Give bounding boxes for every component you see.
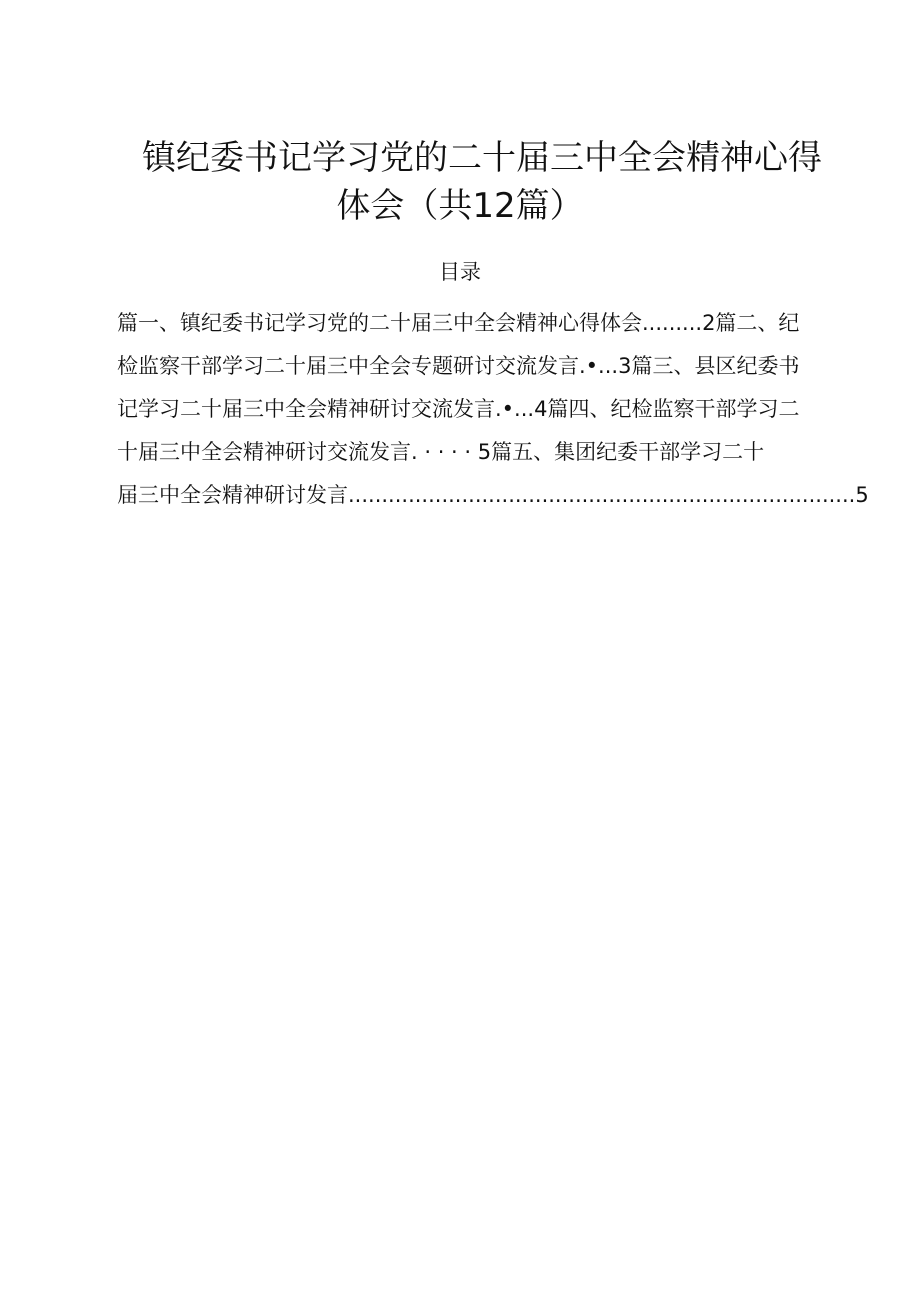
toc-line: 届三中全会精神研讨发言............................................................................5 [117, 483, 869, 507]
toc-line: 检监察干部学习二十届三中全会专题研讨交流发言.•...3篇三、县区纪委书 [117, 354, 800, 378]
toc-line: 十届三中全会精神研讨交流发言. · · · · 5篇五、集团纪委干部学习二十 [117, 440, 765, 464]
toc-line: 篇一、镇纪委书记学习党的二十届三中全会精神心得体会.........2篇二、纪 [117, 311, 800, 335]
document-title-line-2: 体会（共12篇） [336, 186, 584, 226]
toc-heading: 目录 [439, 260, 481, 284]
document-title-line-1: 镇纪委书记学习党的二十届三中全会精神心得 [142, 138, 822, 178]
toc-line: 记学习二十届三中全会精神研讨交流发言.•...4篇四、纪检监察干部学习二 [117, 397, 800, 421]
